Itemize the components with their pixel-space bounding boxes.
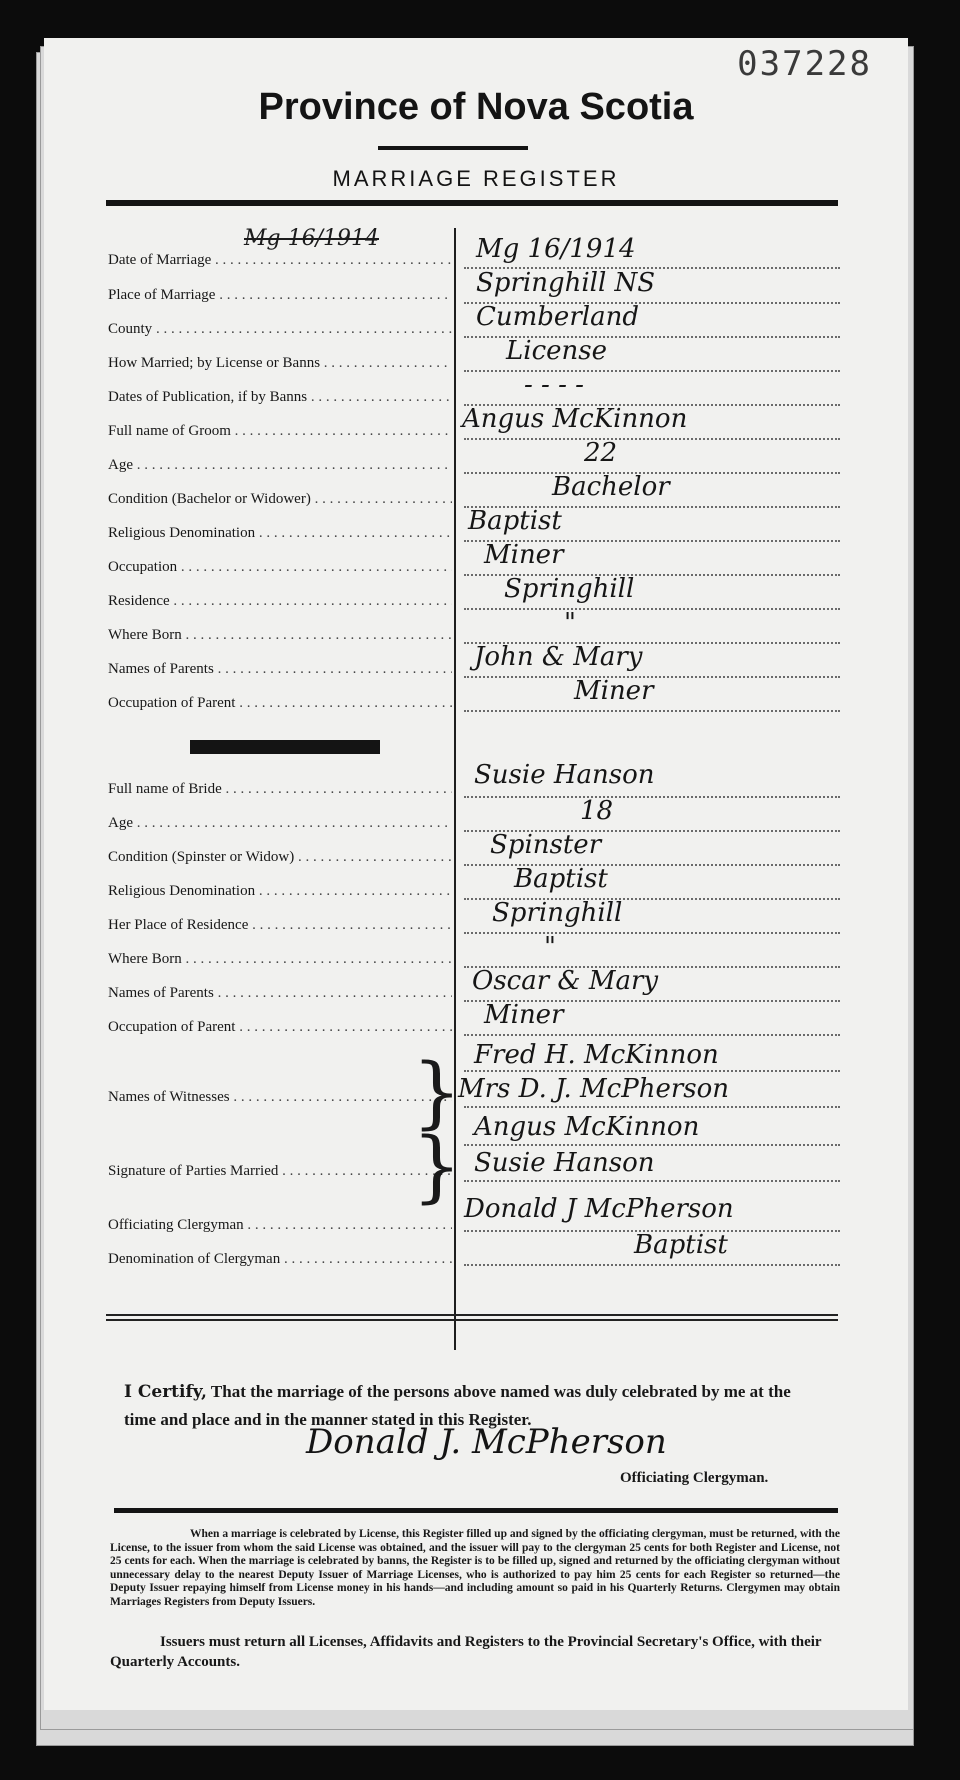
field-label: County . . . (108, 318, 452, 340)
field-value: Baptist (468, 506, 562, 536)
field-value: Angus McKinnon (462, 404, 688, 434)
dotted-line (464, 1262, 840, 1266)
field-label: Condition (Bachelor or Widower) . . . (108, 488, 452, 510)
field-value: Baptist (634, 1230, 728, 1260)
field-value: Miner (484, 1000, 564, 1030)
struck-date: Mg 16/1914 (244, 226, 379, 251)
instructions-notice: When a marriage is celebrated by License, this Register filled up and signed by the officiating clergyman, must be returned, with the License, to the issuer from whom the said License was obtained, and the issuer will pay to the clergyman 25 cents for both Register and License, not 25 cents for each. When the marriage is celebrated by banns, the Register is to be filled up, signed and returned by the officiating clergyman without unnecessary delay to the nearest Deputy Issuer of Marriage Licenses, who is authorized to pay him 25 cents for each Register so returned—the Deputy Issuer repaying himself from License money in his hands—and including amount so paid in his Quarterly Returns. Clergymen may obtain Marriages Registers from Deputy Issuers. (110, 1528, 840, 1608)
field-label: How Married; by License or Banns . . . (108, 352, 452, 374)
officiating-clergyman-label: Officiating Clergyman. (620, 1470, 769, 1486)
dotted-line (464, 606, 840, 610)
field-label: Residence . . . (108, 590, 452, 612)
page-title: Province of Nova Scotia (258, 86, 694, 128)
marriage-register-page (44, 38, 908, 1710)
document-number: 037228 (737, 44, 872, 84)
field-label: Occupation . . . (108, 556, 452, 578)
field-label: Denomination of Clergyman . . . (108, 1248, 452, 1270)
dotted-line (464, 1142, 840, 1146)
witnesses-brace: } (412, 1048, 462, 1138)
page-subtitle: MARRIAGE REGISTER (332, 166, 620, 191)
field-label: Religious Denomination . . . (108, 880, 452, 902)
field-label: Full name of Groom . . . (108, 420, 452, 442)
field-label: Age . . . (108, 812, 452, 834)
field-label: Place of Marriage . . . (108, 284, 452, 306)
field-value: Mg 16/1914 (476, 234, 636, 264)
dotted-line (464, 1068, 840, 1072)
dotted-line (464, 368, 840, 372)
dotted-line (464, 436, 840, 440)
field-value: Oscar & Mary (472, 966, 659, 996)
field-value: Springhill (504, 574, 635, 604)
field-label: Date of Marriage . . . (108, 249, 452, 271)
field-value: " (564, 608, 576, 638)
certify-lead: I Certify, (124, 1382, 207, 1402)
field-value: 18 (580, 796, 614, 826)
field-value: Spinster (490, 830, 602, 860)
field-value: Donald J McPherson (464, 1194, 734, 1224)
signatures-brace: } (412, 1122, 462, 1212)
field-label: Occupation of Parent . . . (108, 1016, 452, 1038)
field-value: Susie Hanson (474, 760, 655, 790)
title-underline (378, 146, 528, 150)
party-signature: Susie Hanson (474, 1148, 655, 1178)
field-label: Full name of Bride . . . (108, 778, 452, 800)
field-value: Springhill NS (476, 268, 656, 298)
field-label: Names of Witnesses . . . (108, 1086, 452, 1108)
field-label: Where Born . . . (108, 624, 452, 646)
field-label: Where Born . . . (108, 948, 452, 970)
field-label: Names of Parents . . . (108, 658, 452, 680)
footer-rule (114, 1508, 838, 1513)
dotted-line (464, 1104, 840, 1108)
field-value: Cumberland (476, 302, 639, 332)
field-value: - - - - (524, 370, 584, 400)
field-value: Miner (574, 676, 654, 706)
field-value: License (506, 336, 608, 366)
field-label: Condition (Spinster or Widow) . . . (108, 846, 452, 868)
witness-name: Fred H. McKinnon (474, 1040, 719, 1070)
section-separator (190, 740, 380, 754)
clergyman-signature: Donald J. McPherson (306, 1422, 667, 1462)
dotted-line (464, 708, 840, 712)
header-rule (106, 200, 838, 206)
dotted-line (464, 1178, 840, 1182)
certify-text: That the marriage of the persons above named was duly celebrated by me at the time and place and in the manner stated in this Register. (124, 1382, 791, 1429)
field-value: " (544, 932, 556, 962)
witness-name: Mrs D. J. McPherson (458, 1074, 730, 1104)
party-signature: Angus McKinnon (474, 1112, 700, 1142)
field-label: Occupation of Parent . . . (108, 692, 452, 714)
double-rule (106, 1314, 838, 1321)
dotted-line (464, 1032, 840, 1036)
field-value: Baptist (514, 864, 608, 894)
dotted-line (464, 794, 840, 798)
field-label: Religious Denomination . . . (108, 522, 452, 544)
field-value: John & Mary (474, 642, 643, 672)
issuers-notice: Issuers must return all Licenses, Affidavits and Registers to the Provincial Secretary's Office, with their Quarterly Accounts. (110, 1634, 822, 1670)
dotted-line (464, 930, 840, 934)
field-label: Her Place of Residence . . . (108, 914, 452, 936)
field-value: Bachelor (552, 472, 670, 502)
field-value: 22 (584, 438, 618, 468)
field-label: Officiating Clergyman . . . (108, 1214, 452, 1236)
field-value: Springhill (492, 898, 623, 928)
field-label: Age . . . (108, 454, 452, 476)
field-label: Signature of Parties Married . . . (108, 1160, 452, 1182)
field-value: Miner (484, 540, 564, 570)
field-label: Names of Parents . . . (108, 982, 452, 1004)
field-label: Dates of Publication, if by Banns . . . (108, 386, 452, 408)
